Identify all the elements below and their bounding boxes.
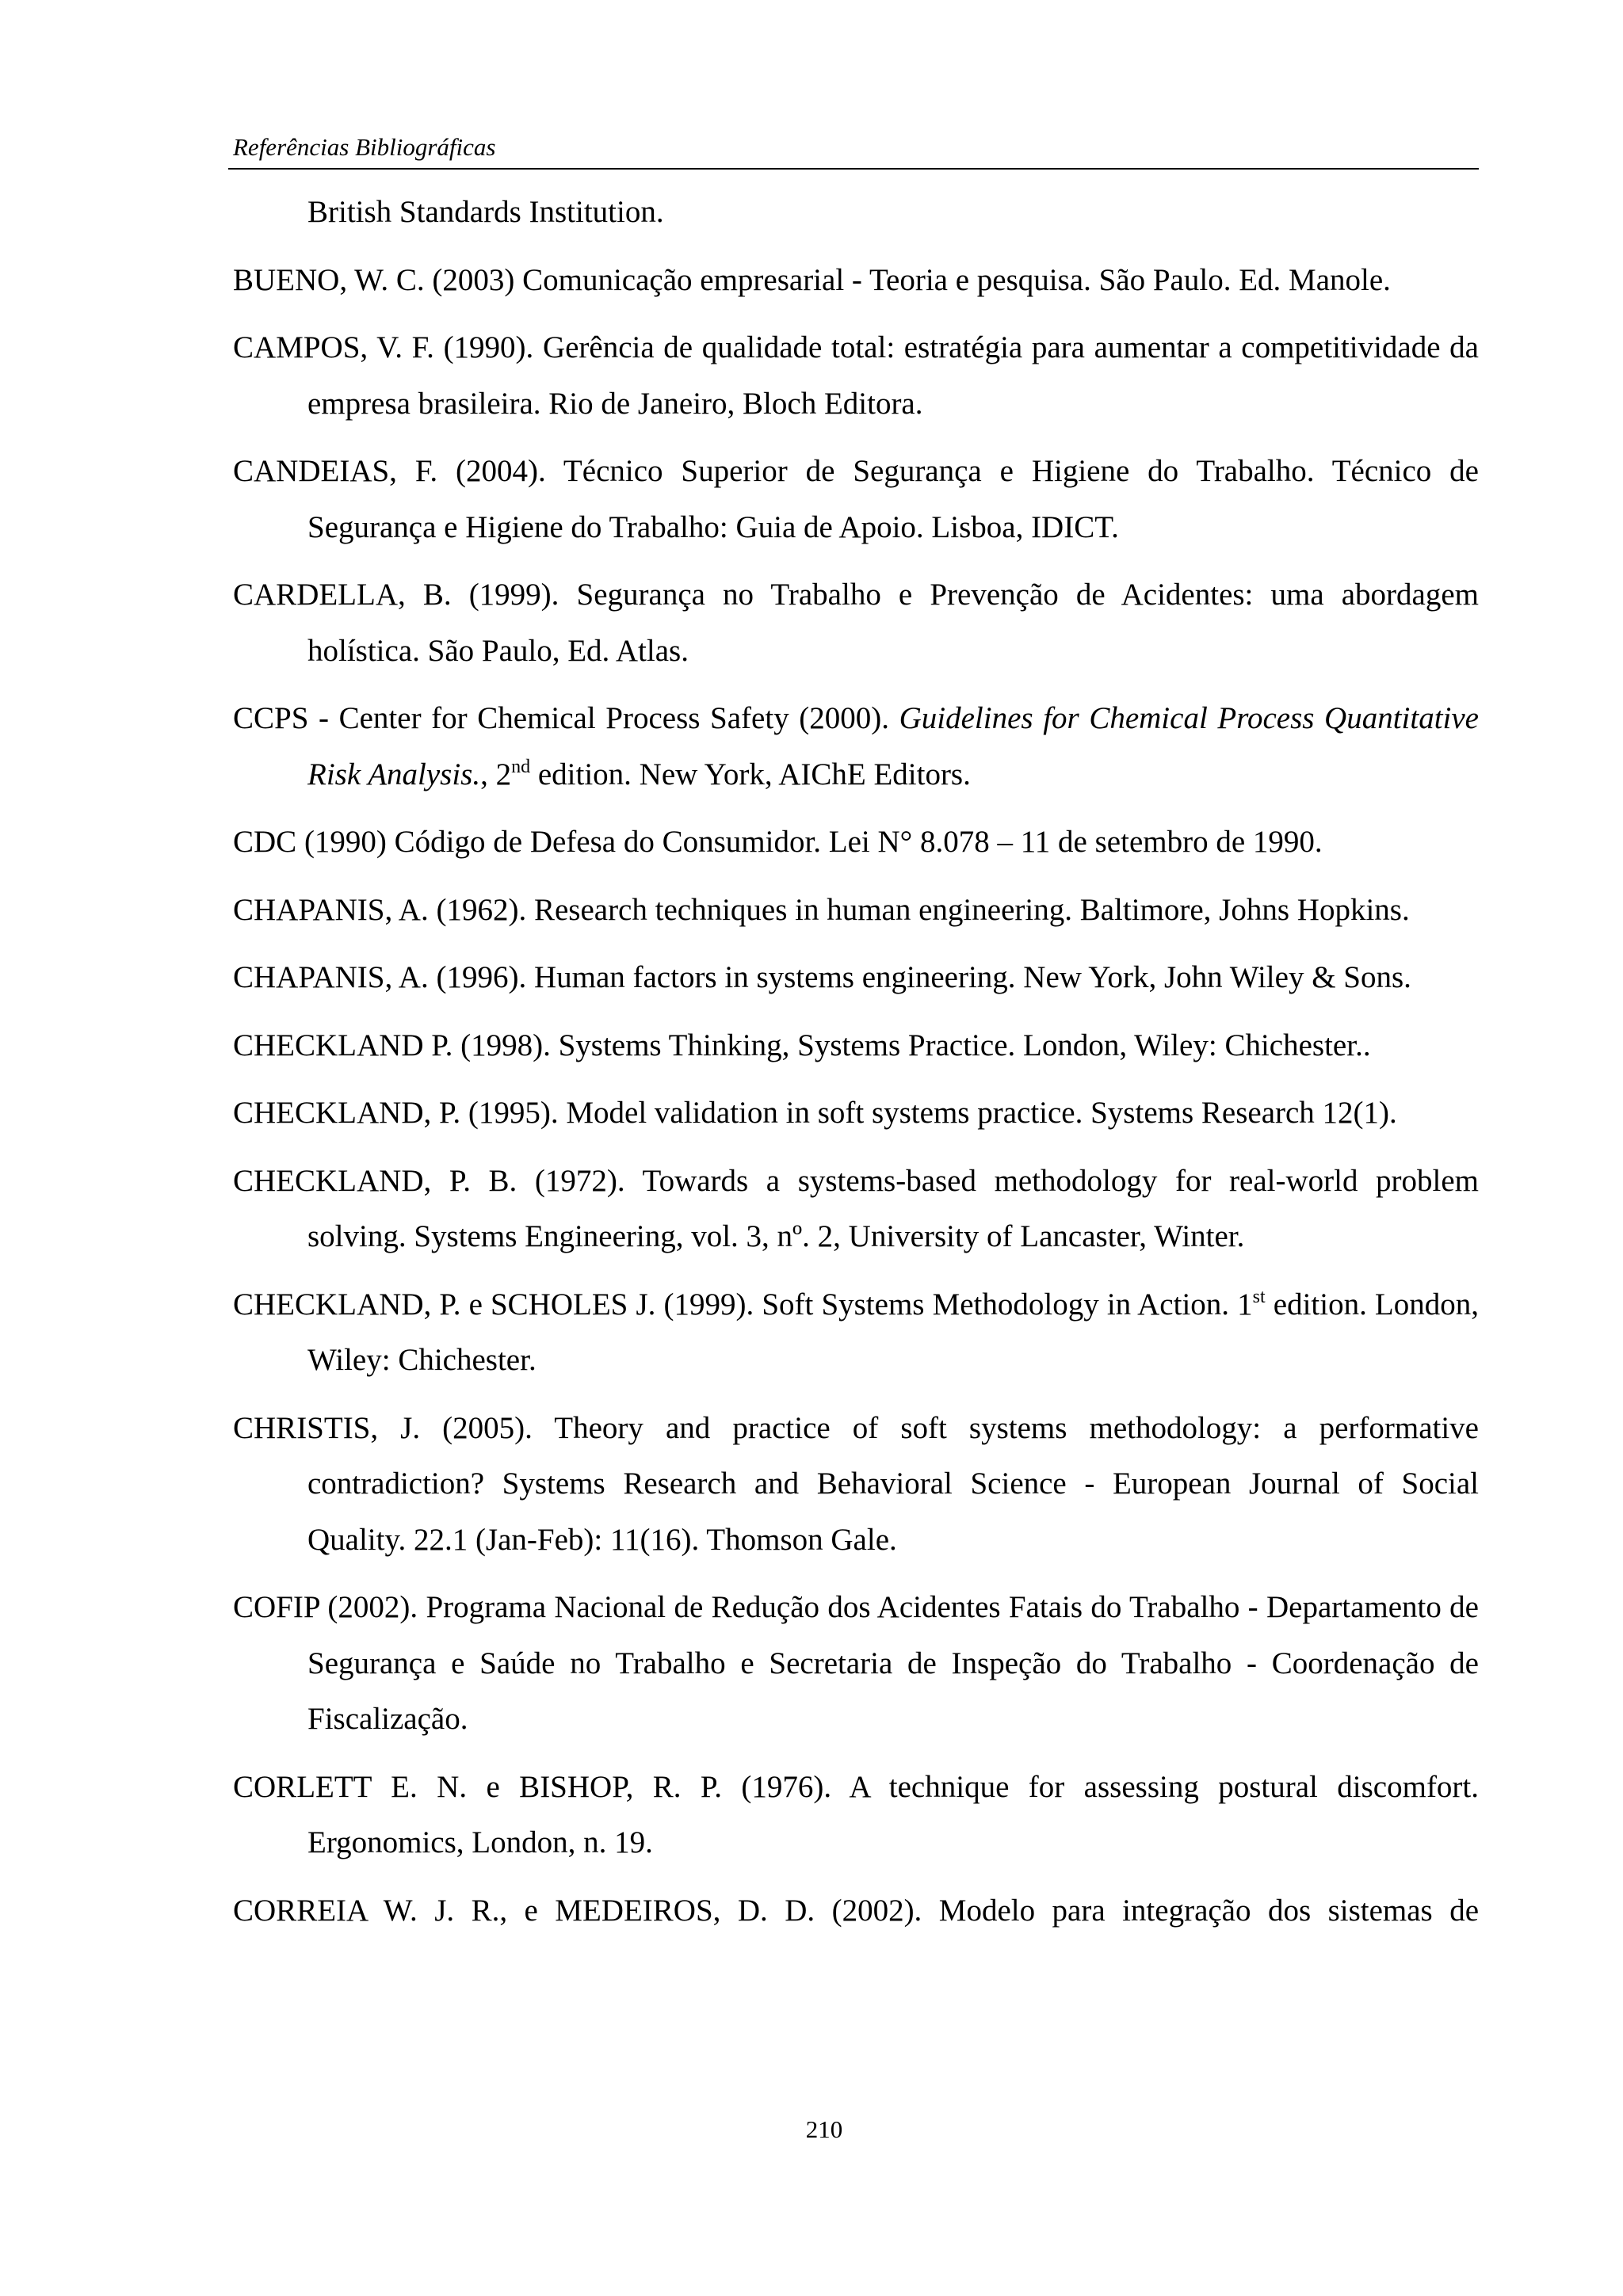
reference-christis-2005: CHRISTIS, J. (2005). Theory and practice of soft systems methodology: a performative contradiction? Systems Research and Behavioral Science - European Journal of Social Quality. 22.1 (Jan-Feb): 11(16). Thomson Gale.	[233, 1410, 1479, 1557]
reference-corlett-1976: CORLETT E. N. e BISHOP, R. P. (1976). A technique for assessing postural discomfort. Ergonomics, London, n. 19.	[233, 1769, 1479, 1859]
running-header: Referências Bibliográficas	[233, 133, 496, 161]
reference-bueno-2003: BUENO, W. C. (2003) Comunicação empresarial - Teoria e pesquisa. São Paulo. Ed. Manole.	[233, 262, 1391, 297]
reference-chapanis-1996: CHAPANIS, A. (1996). Human factors in systems engineering. New York, John Wiley & Sons.	[233, 960, 1411, 994]
reference-checkland-scholes-1999	[233, 1277, 1479, 1389]
reference-author: CCPS - Center for Chemical Process Safety (2000).	[233, 701, 899, 735]
header-rule	[228, 168, 1479, 170]
reference-checkland-1995: CHECKLAND, P. (1995). Model validation in soft systems practice. Systems Research 12(1).	[233, 1096, 1397, 1130]
reference-list	[233, 185, 1479, 1951]
reference-continuation: British Standards Institution.	[307, 195, 664, 229]
reference-checkland-1972: CHECKLAND, P. B. (1972). Towards a systems-based methodology for real-world problem solving. Systems Engineering, vol. 3, nº. 2, University of Lancaster, Winter.	[233, 1163, 1479, 1253]
reference-correia-2002: CORREIA W. J. R., e MEDEIROS, D. D. (2002). Modelo para integração dos sistemas de	[233, 1893, 1479, 1928]
page-number: 210	[805, 2115, 843, 2143]
reference-body: CHECKLAND, P. e SCHOLES J. (1999). Soft Systems Methodology in Action. 1	[233, 1287, 1253, 1322]
reference-checkland-1998: CHECKLAND P. (1998). Systems Thinking, Systems Practice. London, Wiley: Chichester..	[233, 1028, 1371, 1062]
reference-ccps-2000	[233, 691, 1479, 803]
reference-cardella-1999: CARDELLA, B. (1999). Segurança no Trabalho e Prevenção de Acidentes: uma abordagem holística. São Paulo, Ed. Atlas.	[233, 578, 1479, 668]
reference-publisher: edition. New York, AIChE Editors.	[530, 757, 971, 791]
superscript-ordinal: st	[1252, 1286, 1266, 1307]
superscript-ordinal: nd	[511, 756, 531, 777]
reference-campos-1990: CAMPOS, V. F. (1990). Gerência de qualidade total: estratégia para aumentar a competitividade da empresa brasileira. Rio de Janeiro, Bloch Editora.	[233, 330, 1479, 421]
reference-title-italic: Guidelines for Chemical Process Quantitative Risk Analysis.	[307, 701, 1479, 791]
reference-edition: , 2	[480, 757, 512, 791]
reference-candeias-2004: CANDEIAS, F. (2004). Técnico Superior de Segurança e Higiene do Trabalho. Técnico de Segurança e Higiene do Trabalho: Guia de Apoio. Lisboa, IDICT.	[233, 454, 1479, 544]
reference-chapanis-1962: CHAPANIS, A. (1962). Research techniques in human engineering. Baltimore, Johns Hopkins.	[233, 892, 1410, 927]
reference-publisher: edition. London, Wiley: Chichester.	[307, 1287, 1480, 1377]
reference-cdc-1990: CDC (1990) Código de Defesa do Consumidor. Lei N° 8.078 – 11 de setembro de 1990.	[233, 825, 1323, 859]
reference-cofip-2002: COFIP (2002). Programa Nacional de Redução dos Acidentes Fatais do Trabalho - Departamento de Segurança e Saúde no Trabalho e Secretaria de Inspeção do Trabalho - Coordenação de Fiscalização.	[233, 1590, 1479, 1736]
